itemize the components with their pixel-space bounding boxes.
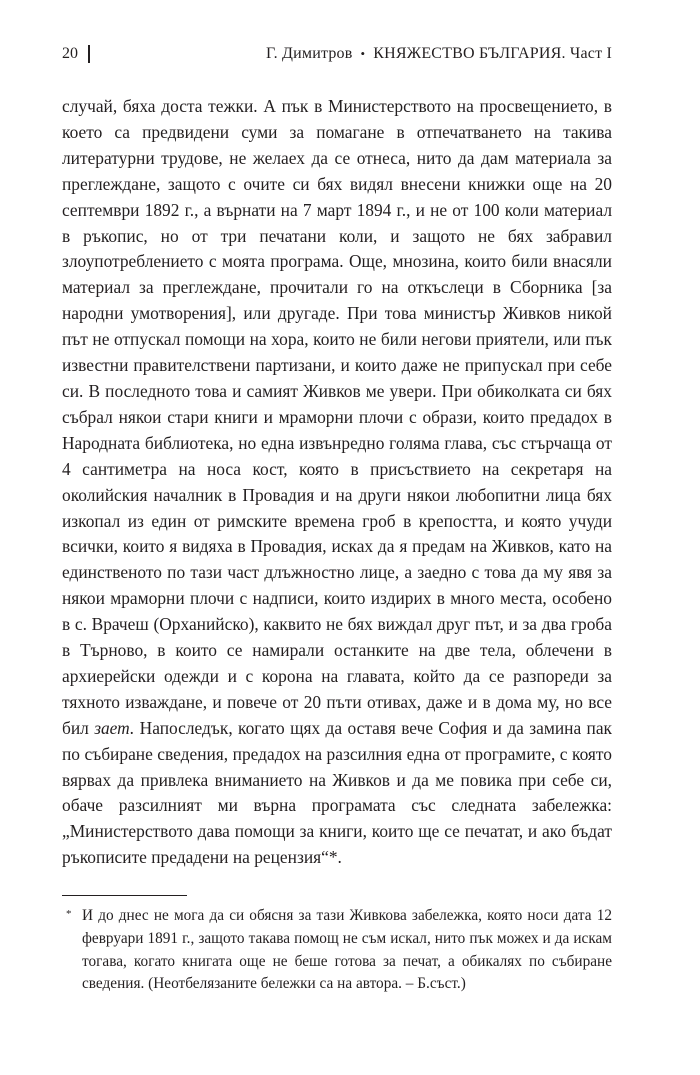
page-number (62, 44, 90, 64)
header-divider (88, 45, 90, 63)
body-paragraph (62, 94, 612, 871)
body-text-part-1: случай, бяха доста тежки. А пък в Министерството на просвещението, в което са предвидени суми за помагане в отпечатването на такива литературни трудове, не желаех да се отнеса, нито да дам материала за преглеждане, защото с очите си бях видял внесени книжки още на 20 септември 1892 г., а върнати на 7 март 1894 г., и не от 100 коли материал в ръкопис, но от три печатани коли, и защото не бях забравил злоупотреблението с моята програма. Още, мнозина, които били внасяли материал за преглеждане, прочитали го на откъслеци в Сборника [за народни умотворения], или другаде. При това министър Живков никой път не отпускал помощи на хора, които не били негови приятели, или пък известни правителствени партизани, и които даже не припускал при себе си. В последното това и самият Живков ме увери. При обиколката си бях събрал някои стари книги и мраморни плочи с образи, които предадох в Народната библиотека, но една извънредно голяма глава, със стърчаща от 4 сантиметра на носа кост, която в присъствието на секретаря на околийския началник в Провадия и на други някои любопитни лица бях изкопал из един от римските времена гроб в крепостта, и която учуди всички, които я видяха в Провадия, исках да я предам на Живков, като на единственото по тази част длъжностно лице, а заедно с това да му явя за някои мраморни плочи с надписи, които издирих в много места, особено в с. Врачеш (Орханийско), каквито не бях виждал друг път, и за два гроба в Търново, в които се намирали останките на две тела, облечени в архиерейски одежди и с корона на главата, който да се разпореди за тяхното изваждане, и повече от 20 пъти отивах, даже и в дома му, но все бил (62, 96, 612, 738)
footnote-text: И до днес не мога да си обясня за тази Живкова забележка, която носи дата 12 февруари 1891 г., защото такава помощ не съм искал, нито пък можех и да искам тогава, когато книгата още не беше готова за печат, а обикалях по събиране сведения. (Неотбелязаните бележки са на автора. – Б.съст.) (82, 907, 612, 993)
running-header (62, 44, 612, 64)
footnote-rule (62, 895, 187, 896)
footnote (62, 905, 612, 996)
running-head (266, 44, 612, 64)
footnote-marker: * (66, 908, 72, 920)
header-author: Г. Димитров (265, 45, 353, 62)
header-bullet: • (360, 46, 366, 61)
body-text-part-2: Напоследък, когато щях да оставя вече София и да замина пак по събиране сведения, предадох на разсилния една от програмите, с която вярвах да привлека вниманието на Живков и да ме повика при себе си, обаче разсилният ми върна програмата със следната забележка: „Министерството дава помощи за книги, които ще се печатат, и ако бъдат ръкописите предадени на рецензия“*. (62, 717, 612, 868)
header-book-title: КНЯЖЕСТВО БЪЛГАРИЯ. Част I (373, 45, 612, 62)
page-number-text: 20 (62, 45, 78, 62)
body-italic-word: зает. (94, 717, 135, 738)
